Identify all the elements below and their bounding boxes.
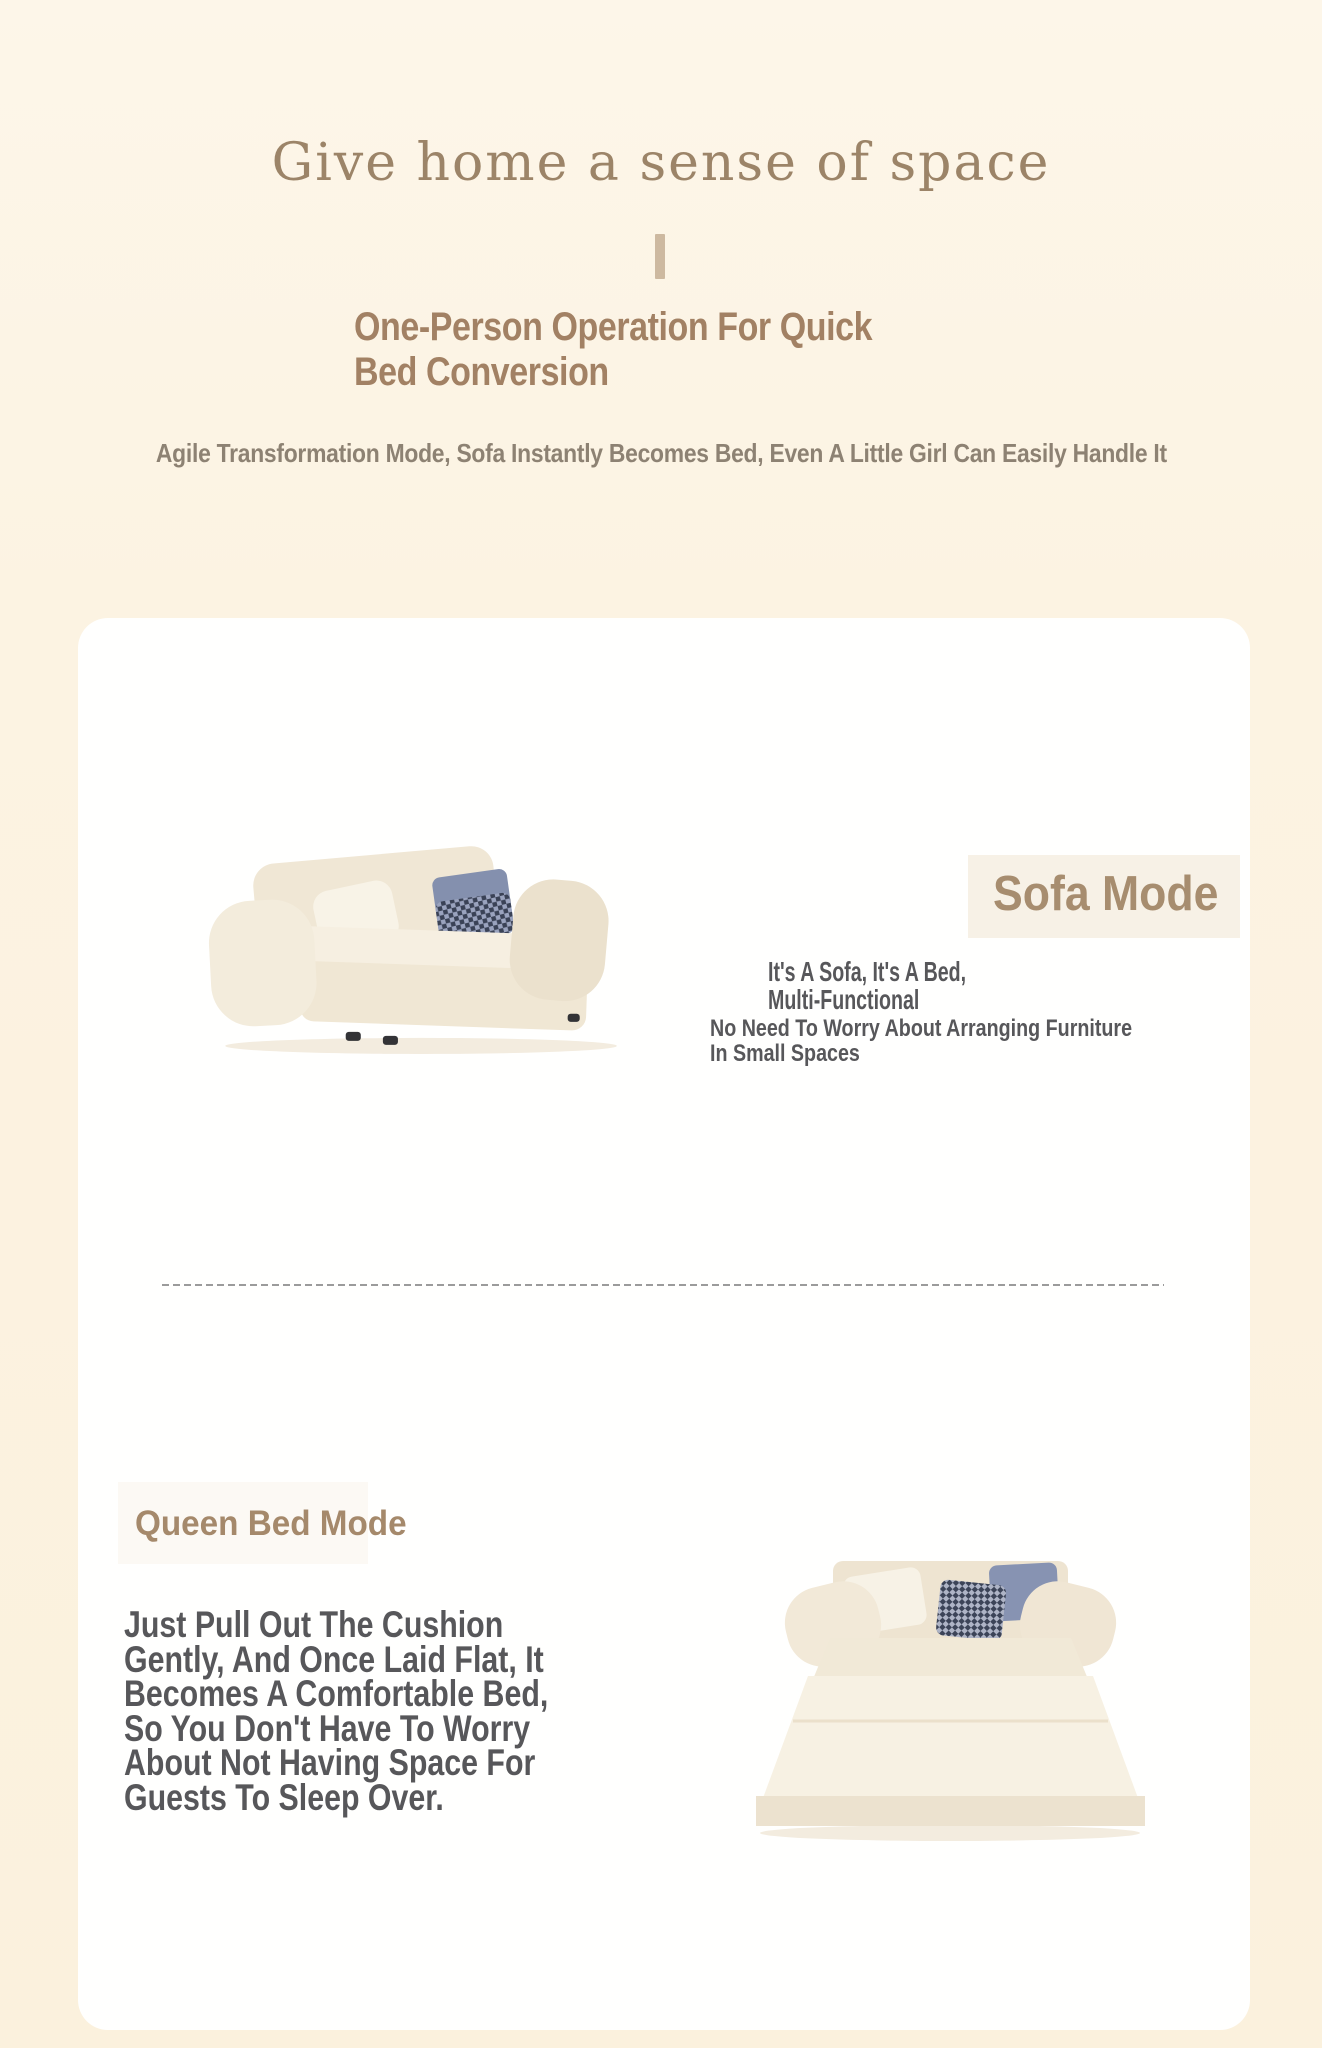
sofa-mode-caption — [768, 958, 1051, 1014]
body-line-5: About Not Having Space For — [124, 1742, 536, 1783]
body-line-4: So You Don't Have To Worry — [124, 1707, 531, 1749]
bed-illustration — [738, 1536, 1163, 1846]
queen-bed-description — [124, 1604, 641, 1818]
vertical-accent-bar — [655, 234, 665, 279]
section-subtitle: Agile Transformation Mode, Sofa Instantly Becomes Bed, Even A Little Girl Can Easily Handle It — [155, 438, 1167, 468]
sofa-mode-image — [177, 825, 645, 1061]
section-subtitle-row — [0, 438, 1322, 469]
mode-comparison-card — [78, 618, 1250, 2030]
note-line-1: No Need To Worry About Arranging Furniture — [710, 1015, 1133, 1042]
caption-line-1: It's A Sofa, It's A Bed, — [768, 956, 967, 987]
body-line-3: Becomes A Comfortable Bed, — [124, 1673, 549, 1714]
dashed-divider — [162, 1284, 1164, 1286]
queen-bed-mode-image — [738, 1536, 1163, 1846]
serif-tagline: Give home a sense of space — [271, 133, 1051, 193]
headline-line-2: Bed Conversion — [354, 350, 609, 394]
section-headline — [354, 305, 964, 395]
note-line-2: In Small Spaces — [710, 1040, 860, 1067]
caption-line-2: Multi-Functional — [768, 984, 920, 1015]
body-line-1: Just Pull Out The Cushion — [124, 1604, 504, 1645]
sofa-mode-note — [710, 1016, 1225, 1066]
body-line-2: Gently, And Once Laid Flat, It — [124, 1638, 544, 1680]
queen-bed-mode-title: Queen Bed Mode — [135, 1504, 407, 1543]
sofa-illustration — [177, 825, 645, 1061]
sofa-mode-title: Sofa Mode — [993, 867, 1219, 921]
body-line-6: Guests To Sleep Over. — [124, 1776, 444, 1818]
headline-line-1: One-Person Operation For Quick — [354, 305, 873, 349]
